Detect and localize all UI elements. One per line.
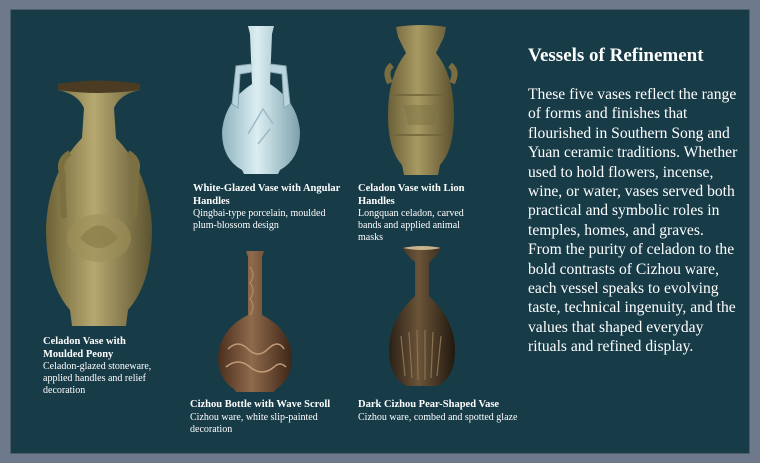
vessel-title: Cizhou Bottle with Wave Scroll [190,399,331,410]
vessel-description: Qingbai-type porcelain, moulded plum-blossom design [193,208,326,231]
vessel-caption-1 [43,336,168,397]
panel-body-text: These five vases reflect the range of forms and finishes that flourished in Southern Song and Yuan ceramic traditions. Whether used to hold flowers, incense, wine, or water, vases served both practical and symbolic roles in temples, homes, and graves. From the purity of celadon to the bold contrasts of Cizhou ware, each vessel speaks to evolving taste, technical ingenuity, and the values that shaped everyday rituals and refined display. [528,86,738,356]
vessel-description: Celadon-glazed stoneware, applied handles and relief decoration [43,361,152,396]
vessel-title: Celadon Vase with Moulded Peony [43,336,126,360]
celadon-peony-vase-image [40,78,158,330]
vessel-caption-4 [190,399,350,436]
vessel-caption-2 [193,183,343,232]
panel-title: Vessels of Refinement [528,45,704,66]
vessel-description: Cizhou ware, combed and spotted glaze [358,411,518,423]
vessel-description: Longquan celadon, carved bands and applied animal masks [358,208,464,243]
cizhou-bottle-image [214,249,296,393]
vessel-description: Cizhou ware, white slip-painted decoration [190,411,318,435]
celadon-lion-handle-vase-image [384,25,458,177]
vessel-title: Celadon Vase with Lion Handles [358,183,465,207]
vessel-title: White-Glazed Vase with Angular Handles [193,183,341,207]
vessel-caption-5 [358,399,518,424]
vessel-caption-3 [358,183,486,244]
vessel-title: Dark Cizhou Pear-Shaped Vase [358,399,500,410]
dark-cizhou-vase-image [385,246,459,390]
white-glazed-vase-image [218,24,304,176]
